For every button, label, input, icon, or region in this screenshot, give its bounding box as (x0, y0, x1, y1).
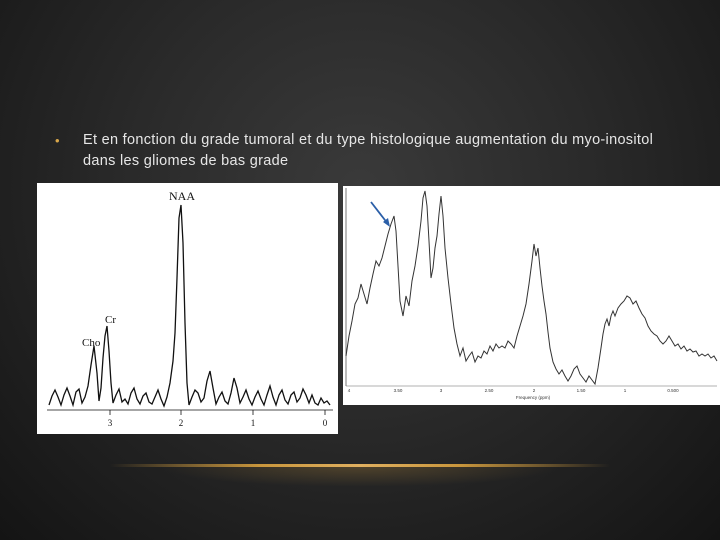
right-spectrum-trace (346, 191, 717, 384)
left-x-tick-label: 0 (322, 418, 328, 428)
right-x-tick-label: 3.50 (393, 388, 403, 393)
left-x-ticks (108, 410, 328, 428)
arrow-icon (371, 202, 390, 227)
right-x-tick-label: 2 (532, 388, 536, 393)
right-x-tick-label: 3 (439, 388, 443, 393)
right-x-axis-label: Frequency (ppm) (515, 395, 551, 400)
cr-peak-label: Cr (105, 314, 116, 326)
right-x-tick-label: 1 (623, 388, 627, 393)
right-spectrum-image (343, 186, 720, 405)
right-x-ticks (348, 388, 679, 393)
right-x-tick-label: 2.50 (484, 388, 494, 393)
decorative-glow-shadow (160, 467, 560, 487)
left-spectrum-trace (49, 205, 330, 406)
bullet-text: Et en fonction du grade tumoral et du type histologique augmentation du myo-inositol dans les gliomes de bas grade (83, 132, 654, 169)
right-x-tick-label: 4 (347, 388, 351, 393)
left-spectrum-image (37, 183, 338, 434)
right-spectrum-svg (343, 186, 720, 405)
left-x-tick-label: 3 (107, 418, 113, 428)
left-spectrum-svg (37, 183, 338, 434)
bullet-marker: • (55, 133, 60, 148)
right-x-tick-label: 1.50 (576, 388, 586, 393)
left-x-tick-label: 2 (178, 418, 184, 428)
naa-peak-label: NAA (169, 189, 195, 203)
decorative-gold-line (110, 464, 610, 467)
left-x-tick-label: 1 (250, 418, 256, 428)
right-x-tick-label: 0.500 (667, 388, 679, 393)
cho-peak-label: Cho (82, 337, 101, 349)
